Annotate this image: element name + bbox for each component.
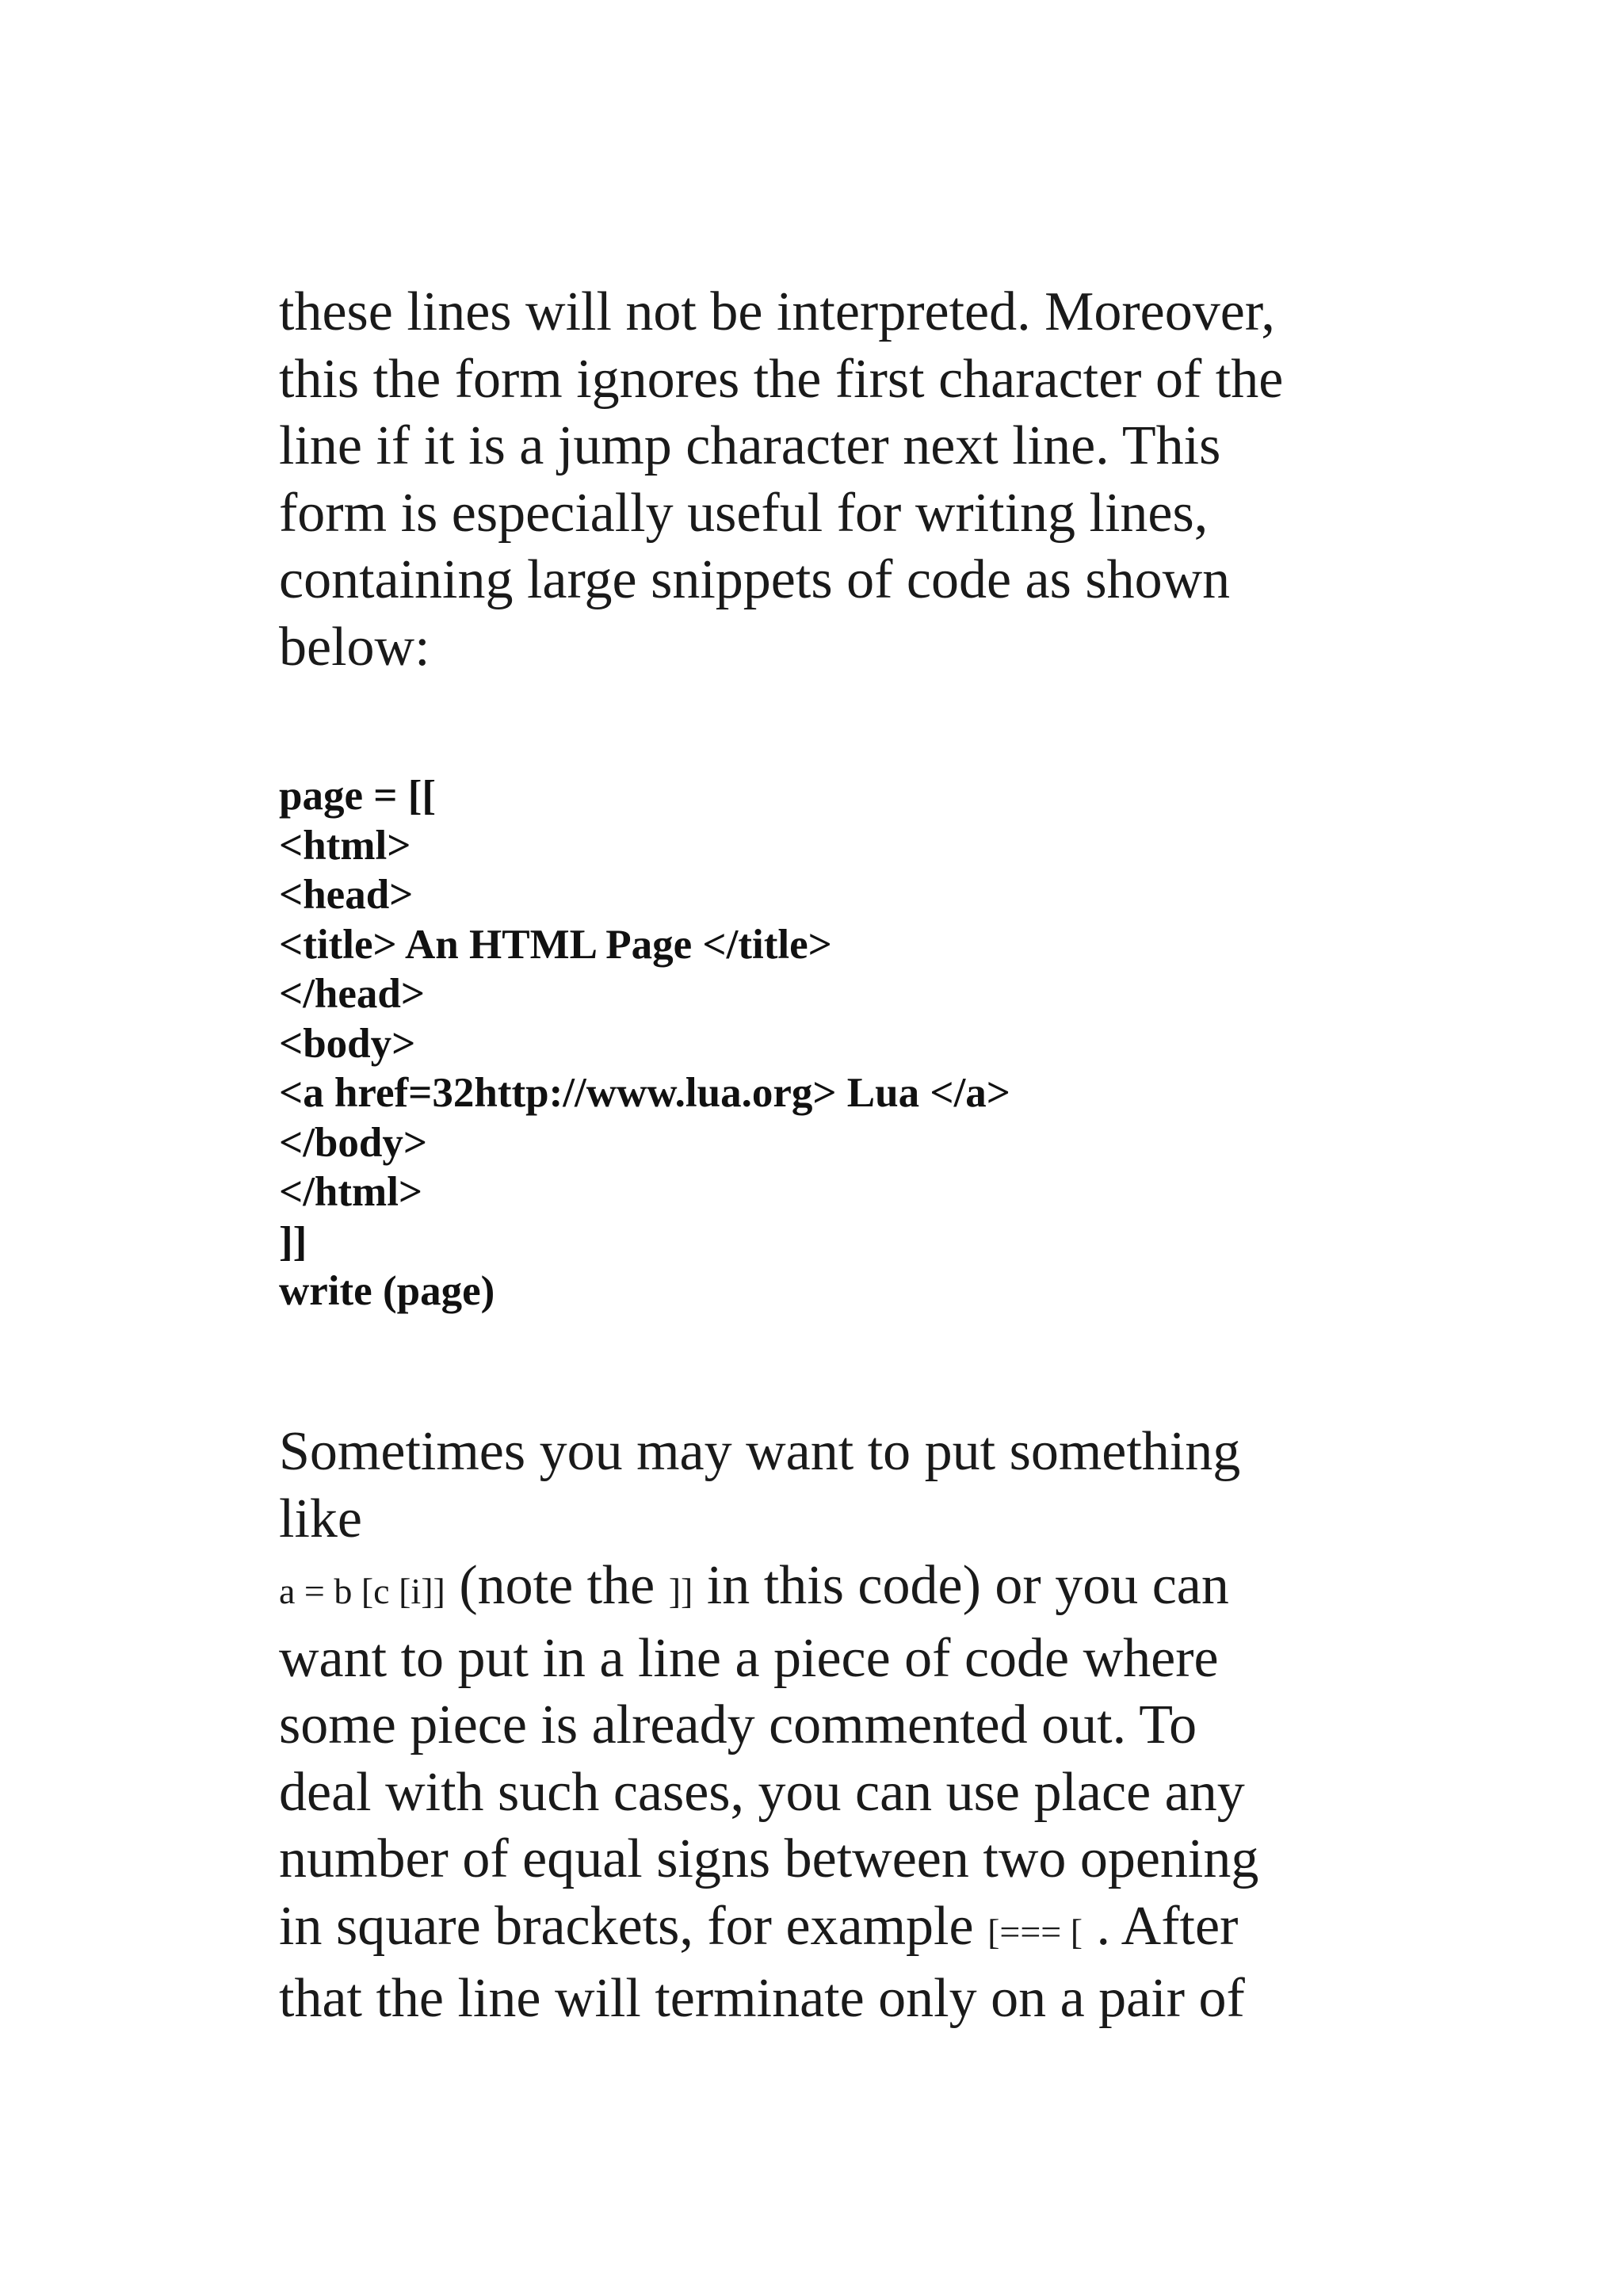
code-line: ]] xyxy=(279,1218,307,1265)
code-line: </html> xyxy=(279,1169,423,1215)
paragraph-line: line if it is a jump character next line. This xyxy=(279,415,1221,476)
code-line: <body> xyxy=(279,1020,416,1067)
inline-code: a = b [c [i]] xyxy=(279,1571,445,1611)
paragraph-line-mixed xyxy=(279,1553,1388,1626)
inline-text: . After xyxy=(1083,1895,1239,1957)
code-line: write (page) xyxy=(279,1268,495,1314)
inline-text: (note the xyxy=(445,1555,669,1616)
code-line: <a href=32http://www.lua.org> Lua </a> xyxy=(279,1070,1010,1116)
inline-text: in square brackets, for example xyxy=(279,1895,988,1957)
paragraph-line: number of equal signs between two opening xyxy=(279,1828,1259,1889)
code-snippet xyxy=(279,771,1388,1316)
paragraph-equal-signs xyxy=(279,1419,1388,2033)
paragraph-line: want to put in a line a piece of code where xyxy=(279,1627,1219,1689)
paragraph-intro xyxy=(279,279,1388,681)
inline-code: [=== [ xyxy=(987,1911,1083,1952)
paragraph-line: some piece is already commented out. To xyxy=(279,1694,1197,1755)
paragraph-line: deal with such cases, you can use place any xyxy=(279,1761,1245,1823)
paragraph-line: that the line will terminate only on a pair of xyxy=(279,1968,1245,2029)
paragraph-line: form is especially useful for writing lines, xyxy=(279,482,1209,544)
paragraph-line: below: xyxy=(279,616,430,678)
inline-code: ]] xyxy=(668,1571,693,1611)
paragraph-line: like xyxy=(279,1488,362,1549)
code-line: <title> An HTML Page </title> xyxy=(279,921,832,968)
paragraph-line: this the form ignores the first character of the xyxy=(279,348,1284,410)
paragraph-line: these lines will not be interpreted. Moreover, xyxy=(279,281,1275,342)
inline-text: in this code) or you can xyxy=(693,1555,1229,1616)
code-line: <head> xyxy=(279,872,414,918)
code-line: </head> xyxy=(279,971,426,1017)
paragraph-line: containing large snippets of code as shown xyxy=(279,549,1231,610)
code-line: page = [[ xyxy=(279,773,436,819)
paragraph-line-mixed xyxy=(279,1893,1388,1966)
code-line: <html> xyxy=(279,822,411,869)
code-line: </body> xyxy=(279,1119,428,1166)
paragraph-line: Sometimes you may want to put something xyxy=(279,1421,1241,1482)
